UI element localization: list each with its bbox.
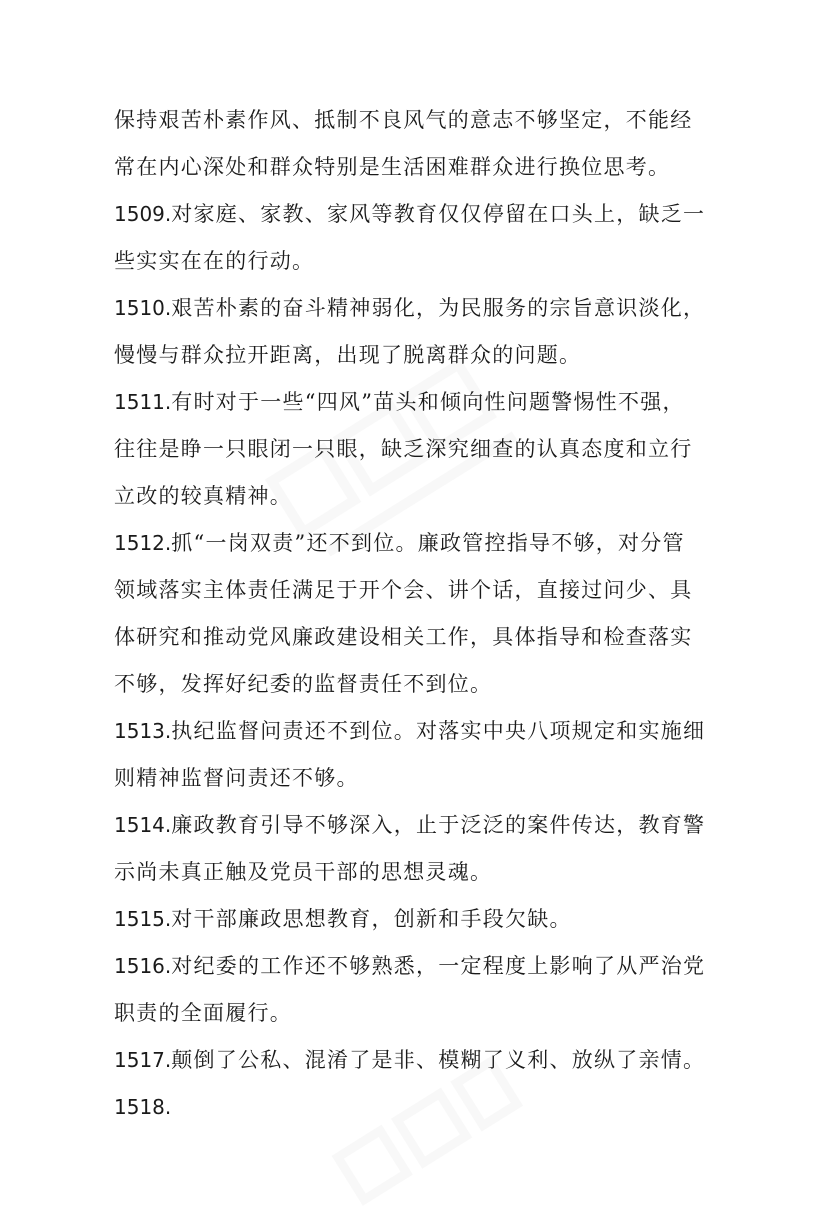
item-number: 1509. <box>114 202 172 226</box>
paragraph-line <box>114 805 720 845</box>
item-number: 1516. <box>114 954 172 978</box>
paragraph-text: 职责的全面履行。 <box>114 1001 292 1025</box>
paragraph-line <box>114 758 720 798</box>
paragraph-line <box>114 993 720 1033</box>
paragraph-text: 慢慢与群众拉开距离，出现了脱离群众的问题。 <box>114 343 582 367</box>
item-number: 1514. <box>114 813 172 837</box>
paragraph-line <box>114 100 720 140</box>
item-number: 1517. <box>114 1048 172 1072</box>
paragraph-text: 对干部廉政思想教育，创新和手段欠缺。 <box>171 907 572 931</box>
document-body <box>114 100 720 1134</box>
paragraph-line <box>114 1040 720 1080</box>
paragraph-line <box>114 476 720 516</box>
paragraph-text: 领域落实主体责任满足于开个会、讲个话，直接过问少、具 <box>114 578 693 602</box>
paragraph-text: 廉政教育引导不够深入，止于泛泛的案件传达，教育警 <box>171 813 706 837</box>
paragraph-line <box>114 241 720 281</box>
paragraph-line <box>114 382 720 422</box>
paragraph-line <box>114 946 720 986</box>
paragraph-line <box>114 288 720 328</box>
paragraph-text: 艰苦朴素的奋斗精神弱化，为民服务的宗旨意识淡化， <box>171 296 706 320</box>
paragraph-text: 些实实在在的行动。 <box>114 249 315 273</box>
item-number: 1515. <box>114 907 172 931</box>
item-number: 1512. <box>114 531 172 555</box>
paragraph-text: 则精神监督问责还不够。 <box>114 766 359 790</box>
paragraph-line <box>114 899 720 939</box>
paragraph-line <box>114 523 720 563</box>
paragraph-text: 常在内心深处和群众特别是生活困难群众进行换位思考。 <box>114 155 671 179</box>
paragraph-text: 对家庭、家教、家风等教育仅仅停留在口头上，缺乏一 <box>171 202 706 226</box>
paragraph-text: 不够，发挥好纪委的监督责任不到位。 <box>114 672 493 696</box>
paragraph-line <box>114 429 720 469</box>
item-number: 1513. <box>114 719 172 743</box>
item-number: 1511. <box>114 390 172 414</box>
paragraph-line <box>114 852 720 892</box>
paragraph-text: 颠倒了公私、混淆了是非、模糊了义利、放纵了亲情。 <box>171 1048 706 1072</box>
paragraph-line <box>114 147 720 187</box>
paragraph-line <box>114 617 720 657</box>
paragraph-text: 体研究和推动党风廉政建设相关工作，具体指导和检查落实 <box>114 625 693 649</box>
paragraph-line <box>114 194 720 234</box>
paragraph-line <box>114 664 720 704</box>
item-number: 1510. <box>114 296 172 320</box>
paragraph-line <box>114 711 720 751</box>
paragraph-line <box>114 335 720 375</box>
paragraph-text: 示尚未真正触及党员干部的思想灵魂。 <box>114 860 493 884</box>
paragraph-text: 有时对于一些“四风”苗头和倾向性问题警惕性不强， <box>171 390 685 414</box>
paragraph-text: 往往是睁一只眼闭一只眼，缺乏深究细查的认真态度和立行 <box>114 437 693 461</box>
paragraph-text: 立改的较真精神。 <box>114 484 292 508</box>
paragraph-line <box>114 1087 720 1127</box>
paragraph-text: 抓“一岗双责”还不到位。廉政管控指导不够，对分管 <box>171 531 685 555</box>
paragraph-text: 保持艰苦朴素作风、抵制不良风气的意志不够坚定，不能经 <box>114 108 693 132</box>
paragraph-line <box>114 570 720 610</box>
paragraph-text: 执纪监督问责还不到位。对落实中央八项规定和实施细 <box>171 719 706 743</box>
item-number: 1518. <box>114 1095 172 1119</box>
paragraph-text: 对纪委的工作还不够熟悉，一定程度上影响了从严治党 <box>171 954 706 978</box>
